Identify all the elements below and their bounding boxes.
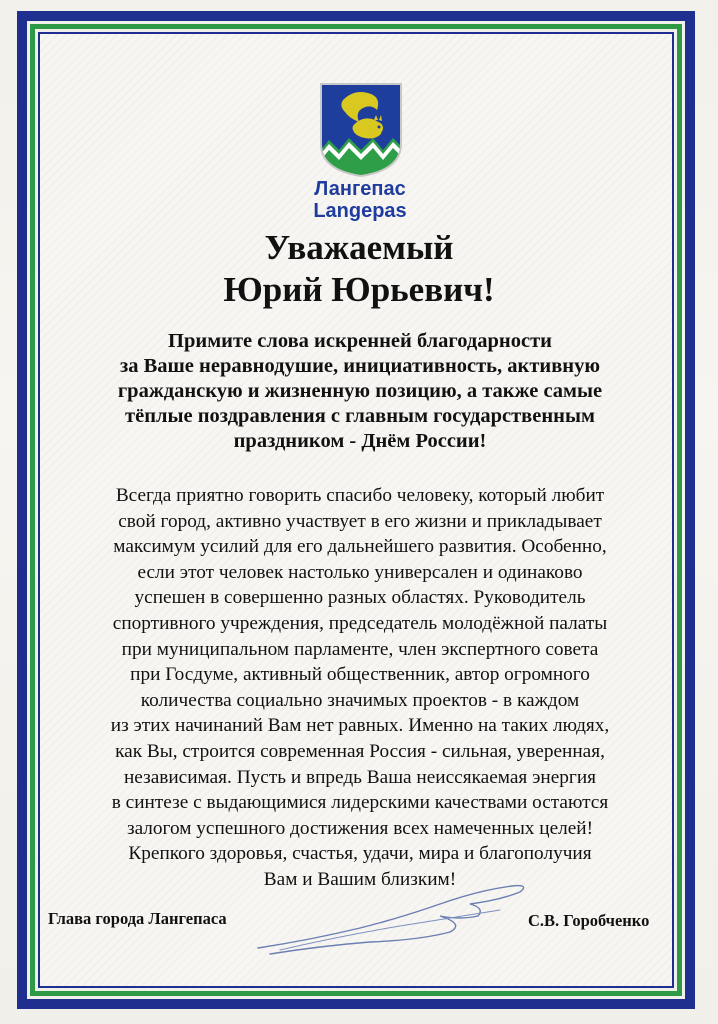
signatory-position: Глава города Лангепаса xyxy=(48,909,227,928)
signatory-name: С.В. Горобченко xyxy=(528,911,650,930)
body-line: успешен в совершенно разных областях. Руководитель xyxy=(134,587,586,609)
body-line: в синтезе с выдающимися лидерскими качествами остаются xyxy=(111,792,609,814)
body-line: Всегда приятно говорить спасибо человеку, который любит xyxy=(115,485,605,506)
langepas-coat-of-arms-icon xyxy=(319,82,403,178)
body-line: как Вы, строится современная Россия - сильная, уверенная, xyxy=(115,740,605,762)
body-line: при муниципальном парламенте, член экспертного совета xyxy=(121,638,599,660)
handwritten-signature xyxy=(250,870,540,960)
lead-line: праздником - Днём России! xyxy=(233,430,487,452)
body-line: Крепкого здоровья, счастья, удачи, мира и благополучия xyxy=(128,843,592,865)
body-line: спортивного учреждения, председатель молодёжной палаты xyxy=(112,612,608,634)
body-line: свой город, активно участвует в его жизни и прикладывает xyxy=(118,510,602,532)
body-line: максимум усилий для его дальнейшего развития. Особенно, xyxy=(113,536,607,558)
body-line: из этих начинаний Вам нет равных. Именно на таких людях, xyxy=(110,715,610,737)
lead-line: тёплые поздравления с главным государственным xyxy=(125,405,595,427)
body-line: независимая. Пусть и впредь Ваша неиссякаемая энергия xyxy=(123,766,597,788)
lead-paragraph xyxy=(70,329,650,454)
salutation-line-2: Юрий Юрьевич! xyxy=(223,270,495,309)
body-line: залогом успешного достижения всех намеченных целей! xyxy=(126,817,594,839)
lead-line: Примите слова искренней благодарности xyxy=(168,330,552,352)
body-line: Вам и Вашим близким! xyxy=(263,868,457,890)
body-line: при Госдуме, активный общественник, автор огромного xyxy=(130,664,590,686)
lead-line: за Ваше неравнодушие, инициативность, активную xyxy=(119,355,601,377)
body-paragraph xyxy=(62,483,658,893)
city-name-en: Langepas xyxy=(313,200,407,222)
body-line: если этот человек настолько универсален и одинаково xyxy=(137,561,583,583)
salutation-line-1: Уважаемый xyxy=(264,228,454,267)
city-name-ru: Лангепас xyxy=(314,178,406,200)
body-line: количества социально значимых проектов - в каждом xyxy=(140,689,580,711)
lead-line: гражданскую и жизненную позицию, а также самые xyxy=(117,380,603,402)
